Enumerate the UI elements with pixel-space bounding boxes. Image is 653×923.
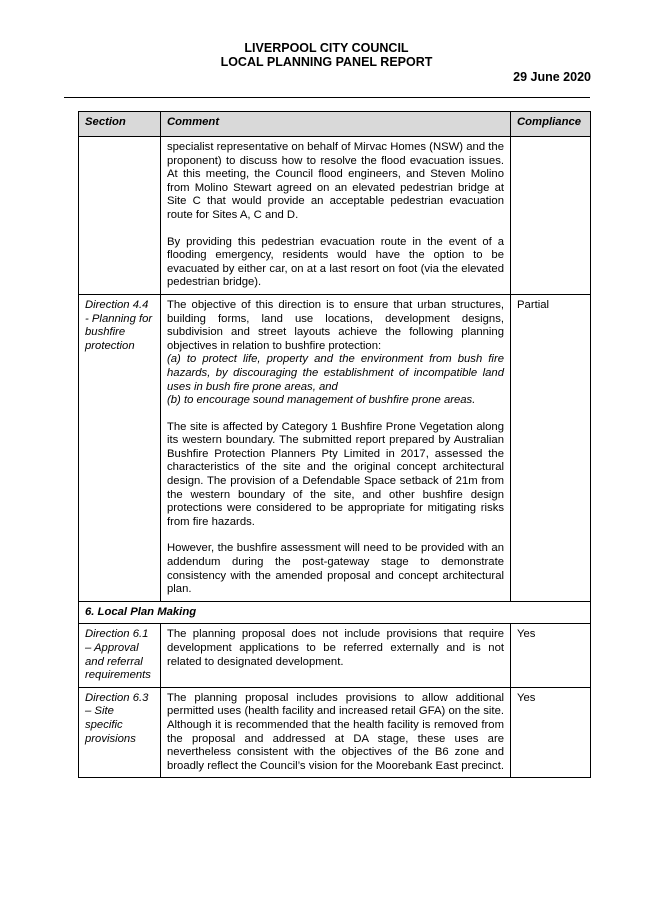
table-group-row: [79, 601, 591, 624]
compliance-cell: [511, 137, 591, 295]
comment-cell: [161, 294, 511, 601]
report-date: 29 June 2020: [513, 70, 591, 84]
compliance-column-header: Compliance: [511, 112, 591, 137]
table-row-direction-6-1: [79, 624, 591, 687]
comment-paragraph: specialist representative on behalf of Mirvac Homes (NSW) and the proponent) to discuss how to resolve the flood evacuation issues. At this meeting, the Council flood engineers, and Steven Molino from Molino Stewart agreed on an elevated pedestrian bridge at Site C that would provide an acceptable pedestrian evacuation route for Sites A, C and D.: [167, 141, 504, 221]
report-title: LOCAL PLANNING PANEL REPORT: [220, 55, 433, 69]
comment-paragraph: The planning proposal includes provisions to allow additional permitted uses (health facility and increased retail GFA) on the site. Although it is recommended that the health facility is removed from the proposal and addressed at DA stage, these uses are nevertheless consistent with the objectives of the B6 zone and broadly reflect the Council’s vision for the Moorebank East precinct.: [167, 691, 504, 772]
comment-paragraph: The planning proposal does not include provisions that require development applications to be referred externally and is not related to designated development.: [167, 628, 504, 668]
compliance-table: [78, 111, 591, 778]
comment-column-header: Comment: [161, 112, 511, 137]
council-name: LIVERPOOL CITY COUNCIL: [244, 41, 409, 55]
compliance-cell: Yes: [511, 624, 591, 687]
comment-cell: [161, 624, 511, 687]
table-row-direction-4-4: [79, 294, 591, 601]
objective-intro: The objective of this direction is to ensure that urban structures, building forms, land use locations, development designs, subdivision and street layouts achieve the following planning objectives in relation to bushfire protection:: [167, 298, 504, 352]
comment-paragraph: [167, 299, 504, 408]
table-row-continued: [79, 137, 591, 295]
compliance-cell: Yes: [511, 687, 591, 778]
comment-paragraph: The site is affected by Category 1 Bushfire Prone Vegetation along its western boundary. The submitted report prepared by Australian Bushfire Protection Planners Pty Limited in 2017, assessed the characteristics of the site and the original concept architectural design. The provision of a Defendable Space setback of 21m from the western boundary of the site, and other bushfire design protections were considered to be appropriate for mitigating risks from fire hazards.: [167, 420, 504, 528]
comment-cell: [161, 687, 511, 778]
compliance-cell: Partial: [511, 294, 591, 601]
section-cell: [79, 137, 161, 295]
section-cell: Direction 6.1 – Approval and referral requirements: [79, 624, 161, 687]
table-header-row: [79, 112, 591, 137]
objective-a: (a) to protect life, property and the environment from bush fire hazards, by discouraging the establishment of incompatible land uses in bush fire prone areas, and: [167, 353, 504, 393]
comment-cell: [161, 137, 511, 295]
section-cell: Direction 4.4 - Planning for bushfire protection: [79, 294, 161, 601]
comment-paragraph: However, the bushfire assessment will need to be provided with an addendum during the post-gateway stage to demonstrate consistency with the amended proposal and concept architectural plan.: [167, 542, 504, 596]
objective-b: (b) to encourage sound management of bushfire prone areas.: [167, 394, 476, 407]
section-column-header: Section: [79, 112, 161, 137]
section-cell: Direction 6.3 – Site specific provisions: [79, 687, 161, 778]
table-row-direction-6-3: [79, 687, 591, 778]
header-divider: [64, 97, 590, 98]
group-heading: 6. Local Plan Making: [79, 601, 591, 624]
comment-paragraph: By providing this pedestrian evacuation route in the event of a flooding emergency, residents would have the option to be evacuated by either car, on at a last resort on foot (via the elevated pedestrian bridge).: [167, 235, 504, 289]
